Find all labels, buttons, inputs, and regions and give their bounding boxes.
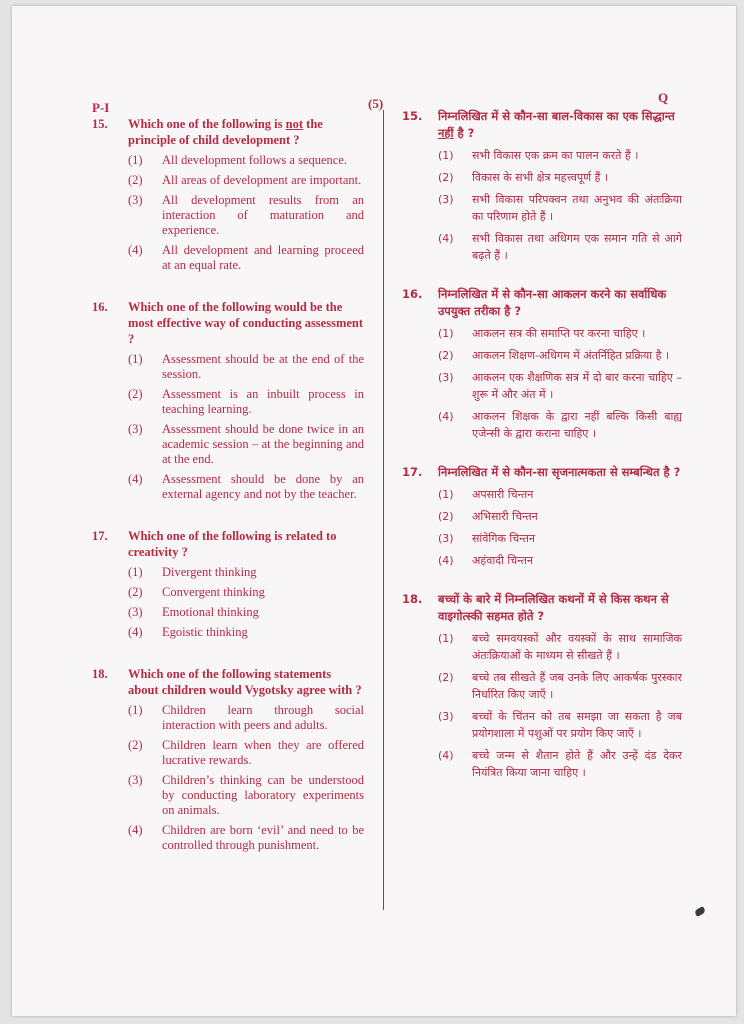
emphasis-not: not <box>285 117 304 131</box>
question-17-en <box>92 528 364 640</box>
question-15-en <box>92 116 364 273</box>
option: (2) अभिसारी चिन्तन <box>438 510 538 523</box>
question-16-en <box>92 299 364 502</box>
question-text: निम्नलिखित में से कौन-सा सृजनात्मकता से सम्बन्धित है ? <box>438 465 681 479</box>
option: (1) All development follows a sequence. <box>128 153 348 167</box>
question-18-hi <box>402 591 682 781</box>
option: (1) सभी विकास एक क्रम का पालन करते हैं । <box>438 149 639 162</box>
option: (2) बच्चे तब सीखते हैं जब उनके लिए आकर्षक पुरस्कार निर्धारित किए जाएँ । <box>438 671 682 701</box>
option: (4) अहंवादी चिन्तन <box>438 554 533 567</box>
option: (2) विकास के सभी क्षेत्र महत्त्वपूर्ण हैं । <box>438 171 609 184</box>
question-number: 16. <box>92 300 108 314</box>
option: (3) Emotional thinking <box>128 605 259 619</box>
option: (3) सभी विकास परिपक्वन तथा अनुभव की अंतःक्रिया का परिणाम होते हैं । <box>438 193 682 223</box>
option: (2) Assessment is an inbuilt process in teaching learning. <box>128 387 364 416</box>
page-number: (5) <box>368 96 384 111</box>
question-text: निम्नलिखित में से कौन-सा आकलन करने का सर्वाधिक उपयुक्त तरीका है ? <box>438 287 667 318</box>
question-number: 18. <box>92 667 108 681</box>
option: (1) Children learn through social interaction with peers and adults. <box>128 703 364 732</box>
option: (3) सांवेगिक चिन्तन <box>438 532 535 545</box>
question-number: 17. <box>402 465 423 479</box>
question-text: Which one of the following is not the principle of child development ? <box>128 117 323 147</box>
question-text: Which one of the following would be the most effective way of conducting assessment ? <box>128 300 364 346</box>
option: (2) Children learn when they are offered lucrative rewards. <box>128 738 364 767</box>
question-text: Which one of the following is related to creativity ? <box>128 529 337 559</box>
exam-page <box>12 6 736 1016</box>
question-text: बच्चों के बारे में निम्नलिखित कथनों में से किस कथन से वाइगोत्स्की सहमत होते ? <box>438 592 669 623</box>
question-text: निम्नलिखित में से कौन-सा बाल-विकास का एक सिद्धान्त नहीं है ? <box>438 109 675 140</box>
option: (3) Children’s thinking can be understood by conducting laboratory experiments on animals. <box>128 773 364 817</box>
option: (4) Egoistic thinking <box>128 625 248 639</box>
question-text: Which one of the following statements about children would Vygotsky agree with ? <box>128 667 362 697</box>
option: (2) Convergent thinking <box>128 585 265 599</box>
option: (1) अपसारी चिन्तन <box>438 488 534 501</box>
hindi-column <box>402 108 682 803</box>
emphasis-nahin: नहीं <box>438 126 454 140</box>
option: (3) आकलन एक शैक्षणिक सत्र में दो बार करना चाहिए – शुरू में और अंत में । <box>438 371 682 401</box>
question-16-hi <box>402 286 682 442</box>
question-15-hi <box>402 108 682 264</box>
ink-smudge <box>694 906 706 917</box>
option: (4) Children are born ‘evil’ and need to be controlled through punishment. <box>128 823 364 852</box>
option: (4) All development and learning proceed at an equal rate. <box>128 243 364 272</box>
option: (2) आकलन शिक्षण-अधिगम में अंतर्निहित प्रक्रिया है । <box>438 349 670 362</box>
question-number: 17. <box>92 529 108 543</box>
option: (1) Assessment should be at the end of the session. <box>128 352 364 381</box>
english-column <box>92 116 364 879</box>
option: (2) All areas of development are important. <box>128 173 362 187</box>
option: (1) आकलन सत्र की समाप्ति पर करना चाहिए । <box>438 327 646 340</box>
option: (3) Assessment should be done twice in an academic session – at the beginning and at the end. <box>128 422 364 466</box>
question-18-en <box>92 666 364 853</box>
question-number: 15. <box>92 117 108 131</box>
page-code: P-I <box>92 100 110 115</box>
option: (3) बच्चों के चिंतन को तब समझा जा सकता है जब प्रयोगशाला में पशुओं पर प्रयोग किए जाएँ । <box>438 710 682 740</box>
question-number: 18. <box>402 592 423 606</box>
question-17-hi <box>402 464 682 569</box>
option: (1) बच्चे समवयस्कों और वयस्कों के साथ सामाजिक अंतःक्रियाओं के माध्यम से सीखते हैं । <box>438 632 682 662</box>
option: (1) Divergent thinking <box>128 565 257 579</box>
option: (4) Assessment should be done by an external agency and not by the teacher. <box>128 472 364 501</box>
question-number: 15. <box>402 109 423 123</box>
column-divider <box>383 110 384 910</box>
set-code: Q <box>658 90 669 105</box>
option: (4) बच्चे जन्म से शैतान होते हैं और उन्हें दंड देकर नियंत्रित किया जाना चाहिए । <box>438 749 682 779</box>
option: (3) All development results from an interaction of maturation and experience. <box>128 193 364 237</box>
option: (4) सभी विकास तथा अधिगम एक समान गति से आगे बढ़ते हैं । <box>438 232 682 262</box>
option: (4) आकलन शिक्षक के द्वारा नहीं बल्कि किसी बाह्य एजेन्सी के द्वारा कराना चाहिए । <box>438 410 682 440</box>
question-number: 16. <box>402 287 423 301</box>
